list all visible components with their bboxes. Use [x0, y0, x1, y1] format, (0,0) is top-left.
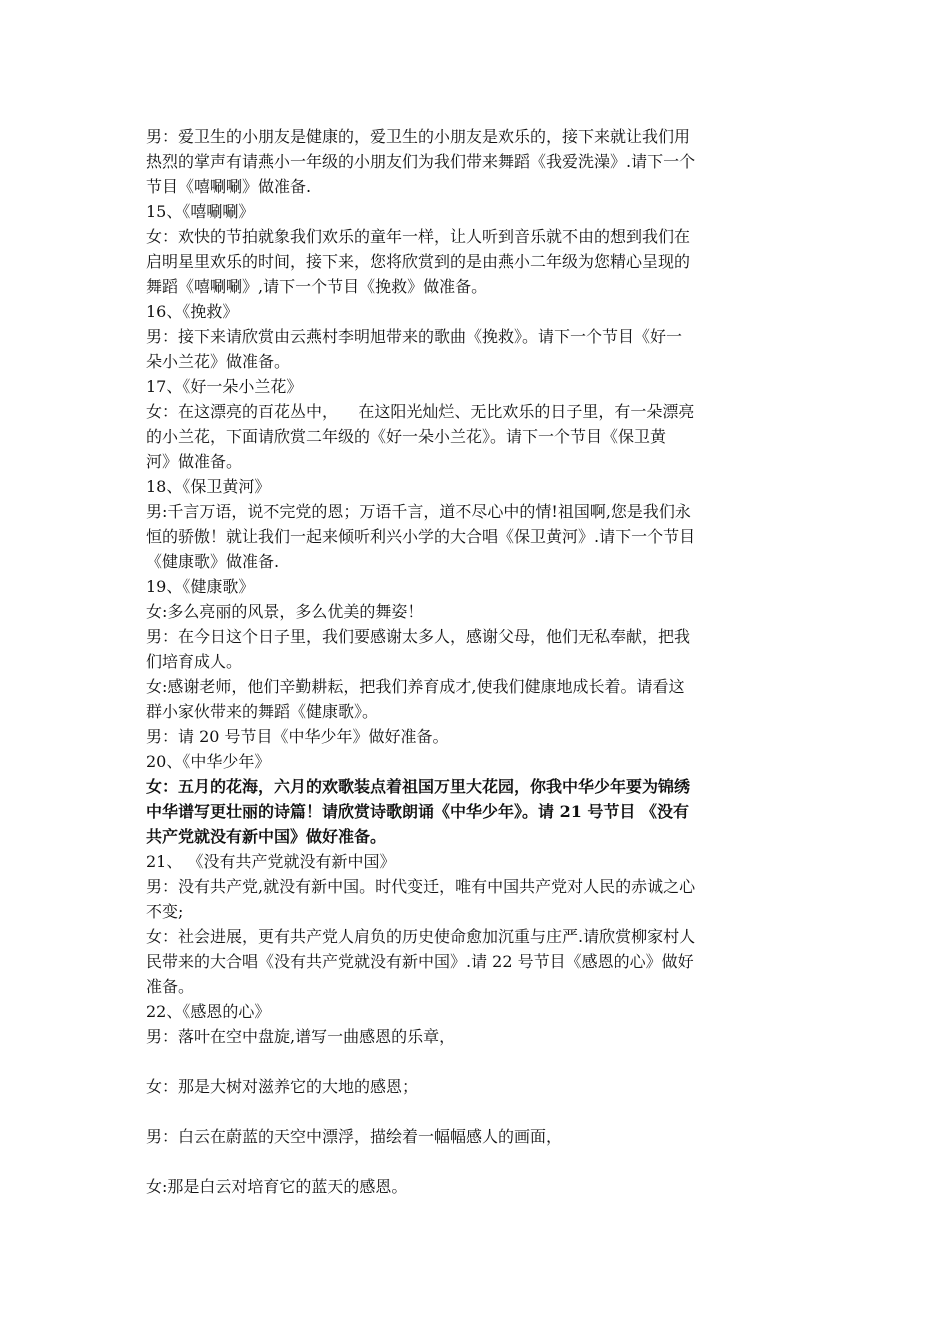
- program-heading: 17、《好一朵小兰花》: [146, 377, 303, 396]
- text-line: 女：欢快的节拍就象我们欢乐的童年一样，让人听到音乐就不由的想到我们在: [146, 227, 691, 246]
- text-line: 男：请 20 号节目《中华少年》做好准备。: [146, 727, 449, 746]
- text-line: 《健康歌》做准备.: [146, 552, 280, 571]
- text-line: 男：白云在蔚蓝的天空中漂浮，描绘着一幅幅感人的画面，: [146, 1127, 563, 1146]
- program-heading: 18、《保卫黄河》: [146, 477, 271, 496]
- text-line: 女:感谢老师，他们辛勤耕耘，把我们养育成才,使我们健康地成长着。请看这: [146, 677, 685, 696]
- text-line: 男:千言万语，说不完党的恩；万语千言，道不尽心中的情!祖国啊,您是我们永: [146, 502, 691, 521]
- text-line: 女：在这漂亮的百花丛中， 在这阳光灿烂、无比欢乐的日子里，有一朵漂亮: [146, 402, 695, 421]
- text-line: 女：社会进展，更有共产党人肩负的历史使命愈加沉重与庄严.请欣赏柳家村人: [146, 927, 696, 946]
- paragraph-gap: [146, 1099, 811, 1124]
- paragraph-gap: [146, 1049, 811, 1074]
- text-line: 男：落叶在空中盘旋,谱写一曲感恩的乐章，: [146, 1027, 456, 1046]
- text-line: 群小家伙带来的舞蹈《健康歌》。: [146, 702, 379, 721]
- program-heading: 15、《嘻唰唰》: [146, 202, 255, 221]
- program-heading: 19、《健康歌》: [146, 577, 255, 596]
- text-line: 们培育成人。: [146, 652, 243, 671]
- text-line: 不变;: [146, 902, 184, 921]
- program-heading: 20、《中华少年》: [146, 752, 271, 771]
- document-page: [146, 124, 811, 1199]
- text-line: 启明星里欢乐的时间，接下来，您将欣赏到的是由燕小二年级为您精心呈现的: [146, 252, 691, 271]
- paragraph-gap: [146, 1149, 811, 1174]
- bold-text-line: 共产党就没有新中国》做好准备。: [146, 827, 387, 846]
- text-line: 的小兰花，下面请欣赏二年级的《好一朵小兰花》。请下一个节目《保卫黄: [146, 427, 667, 446]
- text-line: 节目《嘻唰唰》做准备.: [146, 177, 312, 196]
- text-line: 热烈的掌声有请燕小一年级的小朋友们为我们带来舞蹈《我爱洗澡》.请下一个: [146, 152, 696, 171]
- text-line: 舞蹈《嘻唰唰》,请下一个节目《挽救》做准备。: [146, 277, 488, 296]
- text-line: 男：没有共产党,就没有新中国。时代变迁，唯有中国共产党对人民的赤诚之心: [146, 877, 696, 896]
- program-heading: 22、《感恩的心》: [146, 1002, 271, 1021]
- text-line: 民带来的大合唱《没有共产党就没有新中国》.请 22 号节目《感恩的心》做好: [146, 952, 694, 971]
- program-heading: 16、《挽救》: [146, 302, 239, 321]
- bold-text-line: 中华谱写更壮丽的诗篇！请欣赏诗歌朗诵《中华少年》。请 21 号节目 《没有: [146, 802, 689, 821]
- text-line: 男：爱卫生的小朋友是健康的，爱卫生的小朋友是欢乐的，接下来就让我们用: [146, 127, 691, 146]
- text-line: 男：接下来请欣赏由云燕村李明旭带来的歌曲《挽救》。请下一个节目《好一: [146, 327, 683, 346]
- program-heading: 21、 《没有共产党就没有新中国》: [146, 852, 396, 871]
- text-line: 女:那是白云对培育它的蓝天的感恩。: [146, 1177, 408, 1196]
- bold-text-line: 女：五月的花海，六月的欢歌装点着祖国万里大花园，你我中华少年要为锦绣: [146, 777, 691, 796]
- text-line: 朵小兰花》做准备。: [146, 352, 291, 371]
- text-line: 河》做准备。: [146, 452, 243, 471]
- text-line: 男：在今日这个日子里，我们要感谢太多人，感谢父母，他们无私奉献，把我: [146, 627, 691, 646]
- text-line: 女：那是大树对滋养它的大地的感恩；: [146, 1077, 419, 1096]
- text-line: 准备。: [146, 977, 195, 996]
- text-line: 恒的骄傲！就让我们一起来倾听利兴小学的大合唱《保卫黄河》.请下一个节目: [146, 527, 696, 546]
- text-line: 女:多么亮丽的风景，多么优美的舞姿！: [146, 602, 424, 621]
